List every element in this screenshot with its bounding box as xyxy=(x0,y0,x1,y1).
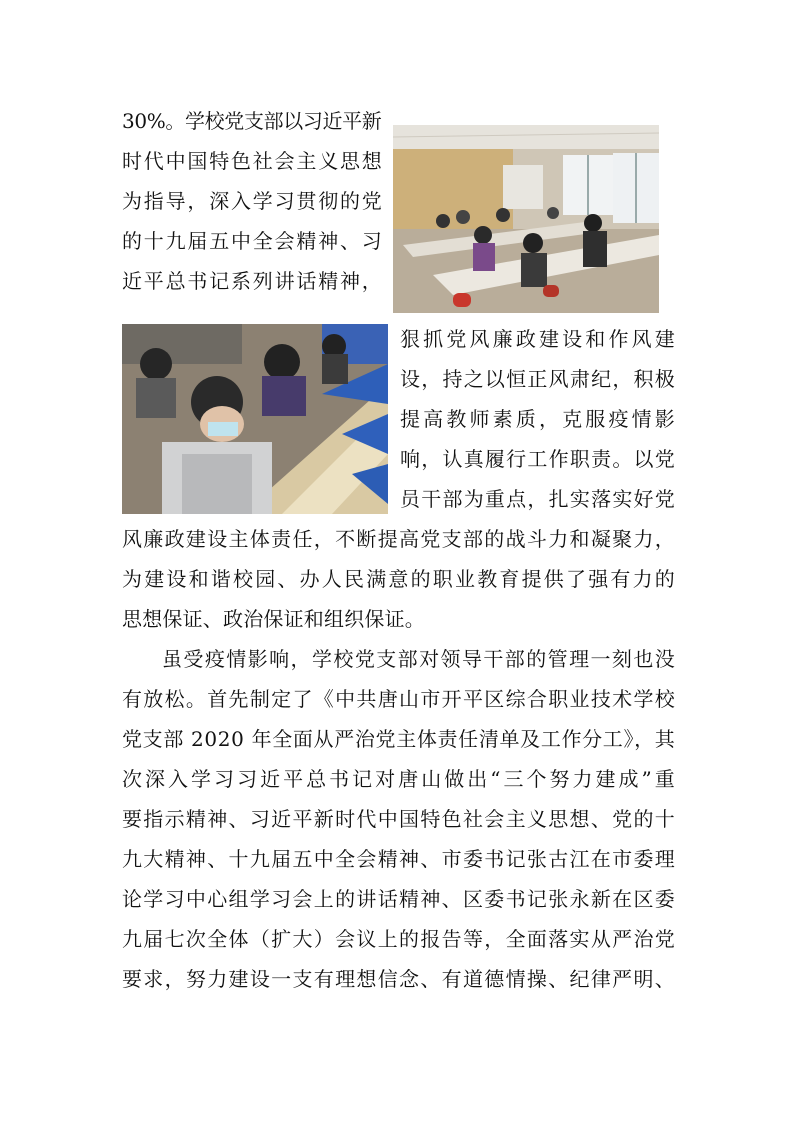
body-text-line: 九大精神、十九届五中全会精神、市委书记张古江在市委理 xyxy=(122,847,677,871)
body-text-line: 论学习中心组学习会上的讲话精神、区委书记张永新在区委 xyxy=(122,887,677,911)
body-text-line: 响，认真履行工作职责。以党 xyxy=(400,447,677,471)
body-text-line: 要指示精神、习近平新时代中国特色社会主义思想、党的十 xyxy=(122,807,677,831)
body-text-line: 30%。学校党支部以习近平新 xyxy=(122,109,382,133)
body-text-line: 有放松。首先制定了《中共唐山市开平区综合职业技术学校 xyxy=(122,687,677,711)
body-text-line: 党支部 2020 年全面从严治党主体责任清单及工作分工》，其 xyxy=(122,727,676,751)
body-text-line: 设，持之以恒正风肃纪，积极 xyxy=(400,367,677,391)
body-text-line: 为指导，深入学习贯彻的党 xyxy=(122,189,384,213)
body-text-line: 虽受疫情影响，学校党支部对领导干部的管理一刻也没 xyxy=(162,647,677,671)
body-text-line: 近平总书记系列讲话精神， xyxy=(122,269,384,293)
body-text-line: 要求，努力建设一支有理想信念、有道德情操、纪律严明、 xyxy=(122,967,677,991)
body-text-line: 风廉政建设主体责任，不断提高党支部的战斗力和凝聚力， xyxy=(122,527,677,551)
body-text-line: 次深入学习习近平总书记对唐山做出“三个努力建成”重 xyxy=(122,767,678,791)
body-text-line: 员干部为重点，扎实落实好党 xyxy=(400,487,677,511)
body-text-line: 提高教师素质，克服疫情影 xyxy=(400,407,678,431)
body-text-line: 时代中国特色社会主义思想 xyxy=(122,149,384,173)
students-writing-photo xyxy=(122,324,388,514)
body-text-line: 思想保证、政治保证和组织保证。 xyxy=(122,607,425,631)
body-text-line: 九届七次全体（扩大）会议上的报告等，全面落实从严治党 xyxy=(122,927,677,951)
body-text-line: 狠抓党风廉政建设和作风建 xyxy=(400,327,678,351)
classroom-photo xyxy=(393,125,659,313)
body-text-line: 为建设和谐校园、办人民满意的职业教育提供了强有力的 xyxy=(122,567,677,591)
body-text-line: 的十九届五中全会精神、习 xyxy=(122,229,384,253)
